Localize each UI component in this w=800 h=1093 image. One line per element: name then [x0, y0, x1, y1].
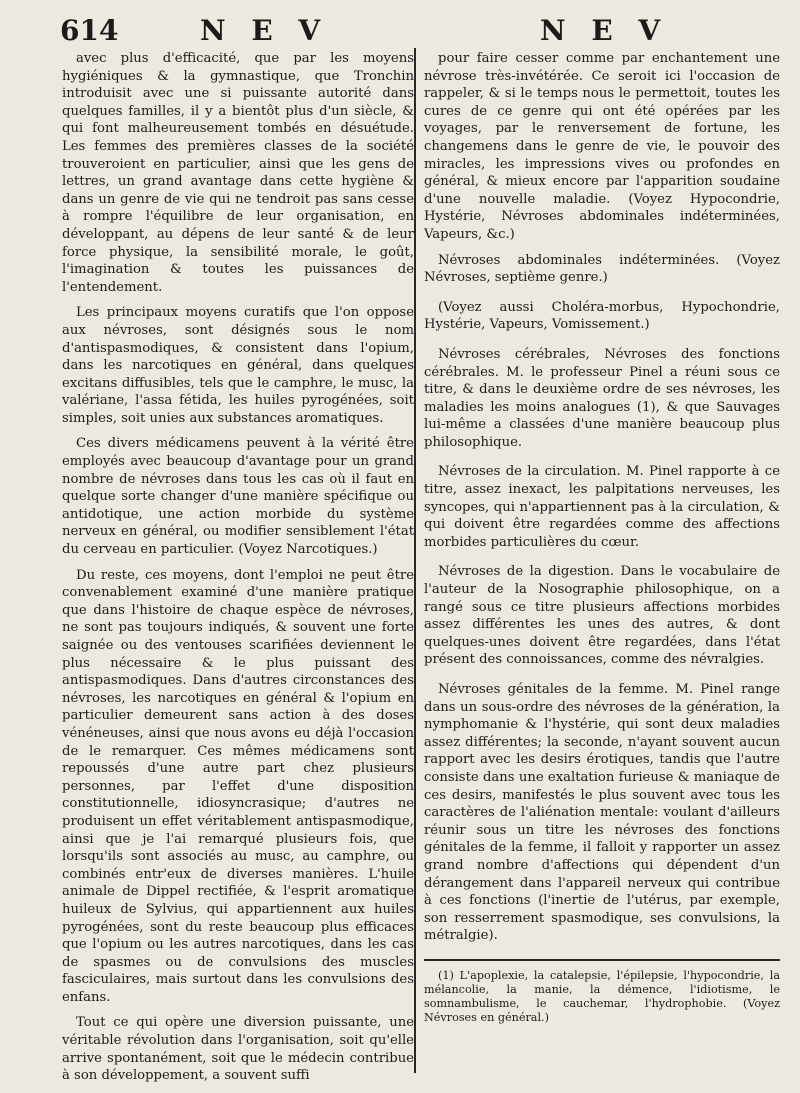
- dictionary-entry: Névroses génitales de la femme. M. Pinel range dans un sous-ordre des névroses de la génération, la nymphomanie & l'hystérie, qui sont deux maladies assez différentes; la seconde, n'ayant souvent aucun rapport avec les desirs érotiques, tandis que l'autre consiste dans une exaltation furieuse & maniaque de ces desirs, manifestés le plus souvent avec tous les caractères de l'aliénation mentale: voulant d'ailleurs réunir sous un titre les névroses des fonctions génitales de la femme, il falloit y rapporter un assez grand nombre d'affections qui dépendent d'un dérangement dans l'appareil nerveux qui contribue à ces fonctions (l'inertie de l'utérus, par exemple, son resserrement spasmodique, ses convulsions, la métralgie).: [424, 682, 780, 944]
- footnote-rule: [424, 959, 780, 961]
- running-head-left: N E V: [200, 14, 329, 47]
- paragraph: Tout ce qui opère une diversion puissante, une véritable révolution dans l'organisation, soit qu'elle arrive spontanément, soit que le médecin contribue à son développement, a souvent suffi: [62, 1015, 414, 1084]
- right-column: [424, 50, 780, 1025]
- dictionary-entry: Névroses de la digestion. Dans le vocabulaire de l'auteur de la Nosographie philosophique, on a rangé sous ce titre plusieurs affections morbides assez différentes les unes des autres, & dont quelques-unes doivent être regardées, dans l'état présent des connoissances, comme des névralgies.: [424, 564, 780, 668]
- footnote: (1) L'apoplexie, la catalepsie, l'épilepsie, l'hypocondrie, la mélancolie, la manie, la démence, l'idiotisme, le somnambulisme, le cauchemar, l'hydrophobie. (Voyez Névroses en général.): [424, 968, 780, 1024]
- page-number: 614: [60, 14, 119, 47]
- paragraph: pour faire cesser comme par enchantement une névrose très-invétérée. Ce seroit ici l'occasion de rappeler, & si le temps nous le permettoit, toutes les cures de ce genre qui ont été opérées par les voyages, par le renversement de fortune, les changemens dans le genre de vie, le pouvoir des miracles, les impressions vives ou profondes en général, & mieux encore par l'apparition soudaine d'une nouvelle maladie. (Voyez Hypocondrie, Hystérie, Névroses abdominales indéterminées, Vapeurs, &c.): [424, 51, 780, 242]
- dictionary-entry: Névroses abdominales indéterminées. (Voyez Névroses, septième genre.): [424, 252, 780, 286]
- running-head-right: N E V: [540, 14, 669, 47]
- paragraph: Du reste, ces moyens, dont l'emploi ne peut être convenablement examiné d'une manière pratique que dans l'histoire de chaque espèce de névroses, ne sont pas toujours indiqués, & souvent une forte saignée ou des ventouses scarifiées deviennent le plus nécessaire & le plus puissant des antispasmodiques. Dans d'autres circonstances des névroses, les narcotiques en général & l'opium en particulier demeurent sans action à des doses vénéneuses, ainsi que nous avons eu déjà l'occasion de le remarquer. Ces mêmes médicamens sont repoussés d'une autre part chez plusieurs personnes, par l'effet d'une disposition constitutionnelle, idiosyncrasique; d'autres ne produisent un effet véritablement antispasmodique, ainsi que je l'ai remarqué plusieurs fois, que lorsqu'ils sont associés au musc, au camphre, ou combinés entr'eux de diverses manières. L'huile animale de Dippel rectifiée, & l'esprit aromatique huileux de Sylvius, qui appartiennent aux huiles pyrogénées, sont du reste beaucoup plus efficaces que l'opium ou les autres narcotiques, dans les cas de spasmes ou de convulsions des muscles fasciculaires, mais surtout dans les convulsions des enfans.: [62, 567, 414, 1005]
- column-divider: [414, 48, 416, 1073]
- paragraph: avec plus d'efficacité, que par les moyens hygiéniques & la gymnastique, que Tronchin introduisit avec une si puissante autorité dans quelques familles, il y a bientôt plus d'un siècle, & qui font malheureusement tombés en désuétude. Les femmes des premières classes de la société trouveroient en particulier, ainsi que les gens de lettres, un grand avantage dans cette hygiène & dans un genre de vie qui ne tendroit pas sans cesse à rompre l'équilibre de leur organisation, en développant, au dépens de leur santé & de leur force physique, la sensibilité morale, le goût, l'imagination & toutes les puissances de l'entendement.: [62, 51, 414, 295]
- page-header: [0, 10, 800, 50]
- dictionary-entry: Névroses cérébrales, Névroses des fonctions cérébrales. M. le professeur Pinel a réuni sous ce titre, & dans le deuxième ordre de ses névroses, les maladies les moins analogues (1), & que Sauvages lui-même a classées d'une manière beaucoup plus philosophique.: [424, 346, 780, 450]
- dictionary-entry: Névroses de la circulation. M. Pinel rapporte à ce titre, assez inexact, les palpitations nerveuses, les syncopes, qui n'appartiennent pas à la circulation, & qui doivent être regardées comme des affections morbides particulières du cœur.: [424, 464, 780, 550]
- paragraph: Ces divers médicamens peuvent à la vérité être employés avec beaucoup d'avantage pour un grand nombre de névroses dans tous les cas où il faut en quelque sorte changer d'une manière spécifique ou antidotique, une action morbide du système nerveux en général, ou modifier sensiblement l'état du cerveau en particulier. (Voyez Narcotiques.): [62, 436, 414, 558]
- left-column: [62, 50, 414, 1093]
- paragraph: Les principaux moyens curatifs que l'on oppose aux névroses, sont désignés sous le nom d'antispasmodiques, & consistent dans l'opium, dans les narcotiques en général, dans quelques excitans diffusibles, tels que le camphre, le musc, la valériane, l'assa fétida, les huiles pyrogénées, soit simples, soit unies aux substances aromatiques.: [62, 305, 414, 426]
- cross-reference: (Voyez aussi Choléra-morbus, Hypochondrie, Hystérie, Vapeurs, Vomissement.): [424, 299, 780, 333]
